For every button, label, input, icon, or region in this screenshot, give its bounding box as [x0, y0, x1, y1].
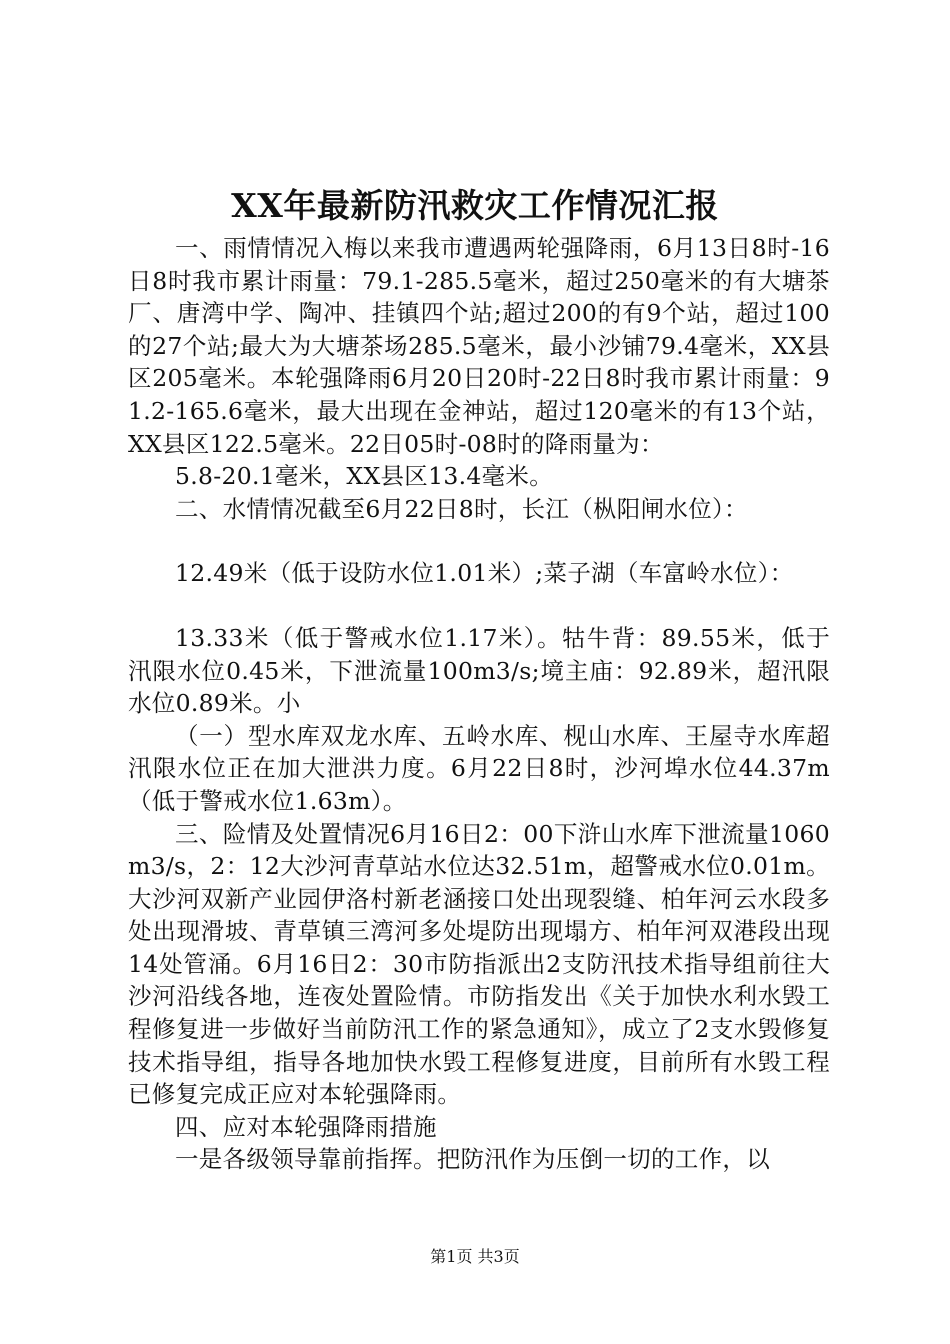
- document-body: [128, 232, 830, 1176]
- document-title: XX年最新防汛救灾工作情况汇报: [231, 186, 719, 225]
- paragraph-water-situation: 二、水情情况截至6月22日8时，长江（枞阳闸水位）：: [175, 494, 748, 523]
- page-footer: 第1页 共3页: [430, 1247, 520, 1266]
- paragraph-reservoirs: （一）型水库双龙水库、五岭水库、枧山水库、王屋寺水库超汛限水位正在加大泄洪力度。6月22日8时，沙河埠水位44.37m（低于警戒水位1.63m）。: [128, 721, 830, 815]
- paragraph-measures-heading: 四、应对本轮强降雨措施: [175, 1112, 437, 1141]
- paragraph-caizi-lake-level: 13.33米（低于警戒水位1.17米）。牯牛背：89.55米，低于汛限水位0.45米，下泄流量100m3/s;境主庙：92.89米，超汛限水位0.89米。小: [128, 623, 830, 718]
- paragraph-rain-situation: 一、雨情情况入梅以来我市遭遇两轮强降雨，6月13日8时-16日8时我市累计雨量：79.1-285.5毫米，超过250毫米的有大塘茶厂、唐湾中学、陶冲、挂镇四个站;超过200的有9个站，超过100的27个站;最大为大塘茶场285.5毫米，最小沙铺79.4毫米，XX县区205毫米。本轮强降雨6月20日20时-22日8时我市累计雨量：91.2-165.6毫米，最大出现在金神站，超过120毫米的有13个站，XX县区122.5毫米。22日05时-08时的降雨量为：: [128, 234, 830, 458]
- paragraph-rain-amount: 5.8-20.1毫米，XX县区13.4毫米。: [175, 462, 554, 491]
- paragraph-danger-handling: 三、险情及处置情况6月16日2：00下浒山水库下泄流量1060m3/s，2：12大沙河青草站水位达32.51m，超警戒水位0.01m。大沙河双新产业园伊洛村新老涵接口处出现裂缝、柏年河云水段多处出现滑坡、青草镇三湾河多处堤防出现塌方、柏年河双港段出现14处管涌。6月16日2：30市防指派出2支防汛技术指导组前往大沙河沿线各地，连夜处置险情。市防指发出《关于加快水利水毁工程修复进一步做好当前防汛工作的紧急通知》，成立了2支水毁修复技术指导组，指导各地加快水毁工程修复进度，目前所有水毁工程已修复完成正应对本轮强降雨。: [128, 819, 830, 1109]
- paragraph-leadership: 一是各级领导靠前指挥。把防汛作为压倒一切的工作，以: [175, 1145, 770, 1174]
- paragraph-yangtze-level: 12.49米（低于设防水位1.01米）;菜子湖（车富岭水位）：: [175, 559, 794, 588]
